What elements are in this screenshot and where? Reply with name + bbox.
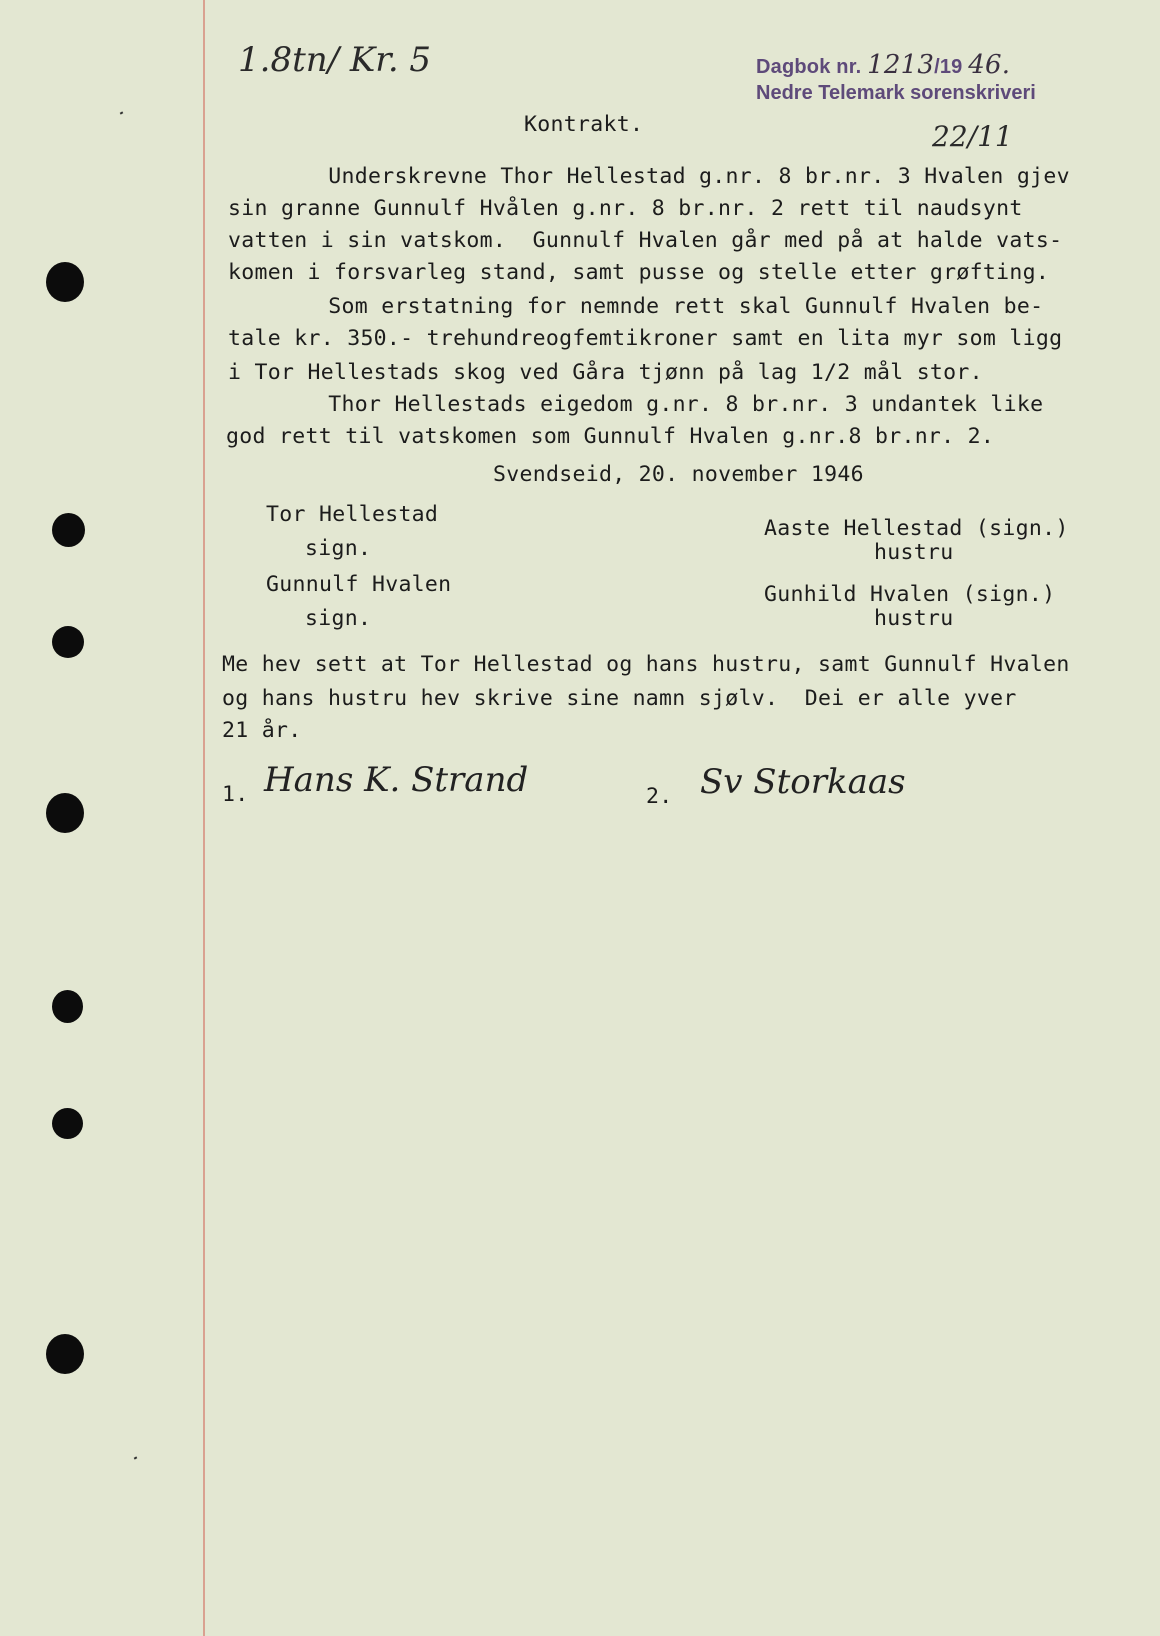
body-line: i Tor Hellestads skog ved Gåra tjønn på lag 1/2 mål stor. [228,360,983,385]
witness-line: Me hev sett at Tor Hellestad og hans hustru, samt Gunnulf Hvalen [222,652,1070,677]
stamp-dagbok-label: Dagbok nr. [756,56,862,78]
signatory-note: hustru [874,606,954,631]
stamp-date-note: 22/11 [932,120,1013,153]
witness-line: og hans hustru hev skrive sine namn sjølv. Dei er alle yver [222,686,1017,711]
body-line: Som erstatning for nemnde rett skal Gunnulf Hvalen be- [262,294,1044,319]
margin-rule [203,0,205,1636]
body-line: sin granne Gunnulf Hvålen g.nr. 8 br.nr. 2 rett til naudsynt [228,196,1023,221]
witness-signature: Sv Storkaas [700,762,906,802]
margin-note: 1.8tn/ Kr. 5 [238,40,432,80]
witness-number: 2. [646,784,673,809]
signatory-note: sign. [305,536,372,561]
place-date: Svendseid, 20. november 1946 [493,462,864,487]
signatory-name: Aaste Hellestad (sign.) [764,516,1069,541]
signatory-name: Gunnulf Hvalen [266,572,452,597]
body-line: vatten i sin vatskom. Gunnulf Hvalen går med på at halde vats- [228,228,1063,253]
punch-hole [46,793,84,833]
punch-hole [52,513,85,547]
stamp-dagbok-number: 1213 [867,50,935,80]
signatory-note: hustru [874,540,954,565]
witness-line: 21 år. [222,718,302,743]
punch-hole [52,626,84,658]
body-line: komen i forsvarleg stand, samt pusse og stelle etter grøfting. [228,260,1050,285]
document-title: Kontrakt. [524,112,644,137]
punch-hole [46,1334,84,1374]
punch-hole [52,1108,83,1139]
ink-speck [120,111,124,114]
stamp-year: 46. [968,50,1011,80]
body-line: god rett til vatskomen som Gunnulf Hvalen g.nr.8 br.nr. 2. [226,424,995,449]
punch-hole [52,990,83,1023]
stamp-dagbok-line [756,50,1036,80]
body-line: Underskrevne Thor Hellestad g.nr. 8 br.nr. 3 Hvalen gjev [262,164,1070,189]
body-line: tale kr. 350.- trehundreogfemtikroner samt en lita myr som ligg [228,326,1063,351]
punch-hole [46,262,84,302]
body-line: Thor Hellestads eigedom g.nr. 8 br.nr. 3 undantek like [262,392,1044,417]
registry-stamp [756,50,1036,105]
stamp-office: Nedre Telemark sorenskriveri [756,82,1036,104]
ink-speck [134,1456,138,1459]
stamp-year-label: /19 [934,56,963,78]
signatory-name: Tor Hellestad [266,502,439,527]
signatory-name: Gunhild Hvalen (sign.) [764,582,1056,607]
witness-number: 1. [222,782,249,807]
witness-signature: Hans K. Strand [264,760,529,800]
signatory-note: sign. [305,606,372,631]
